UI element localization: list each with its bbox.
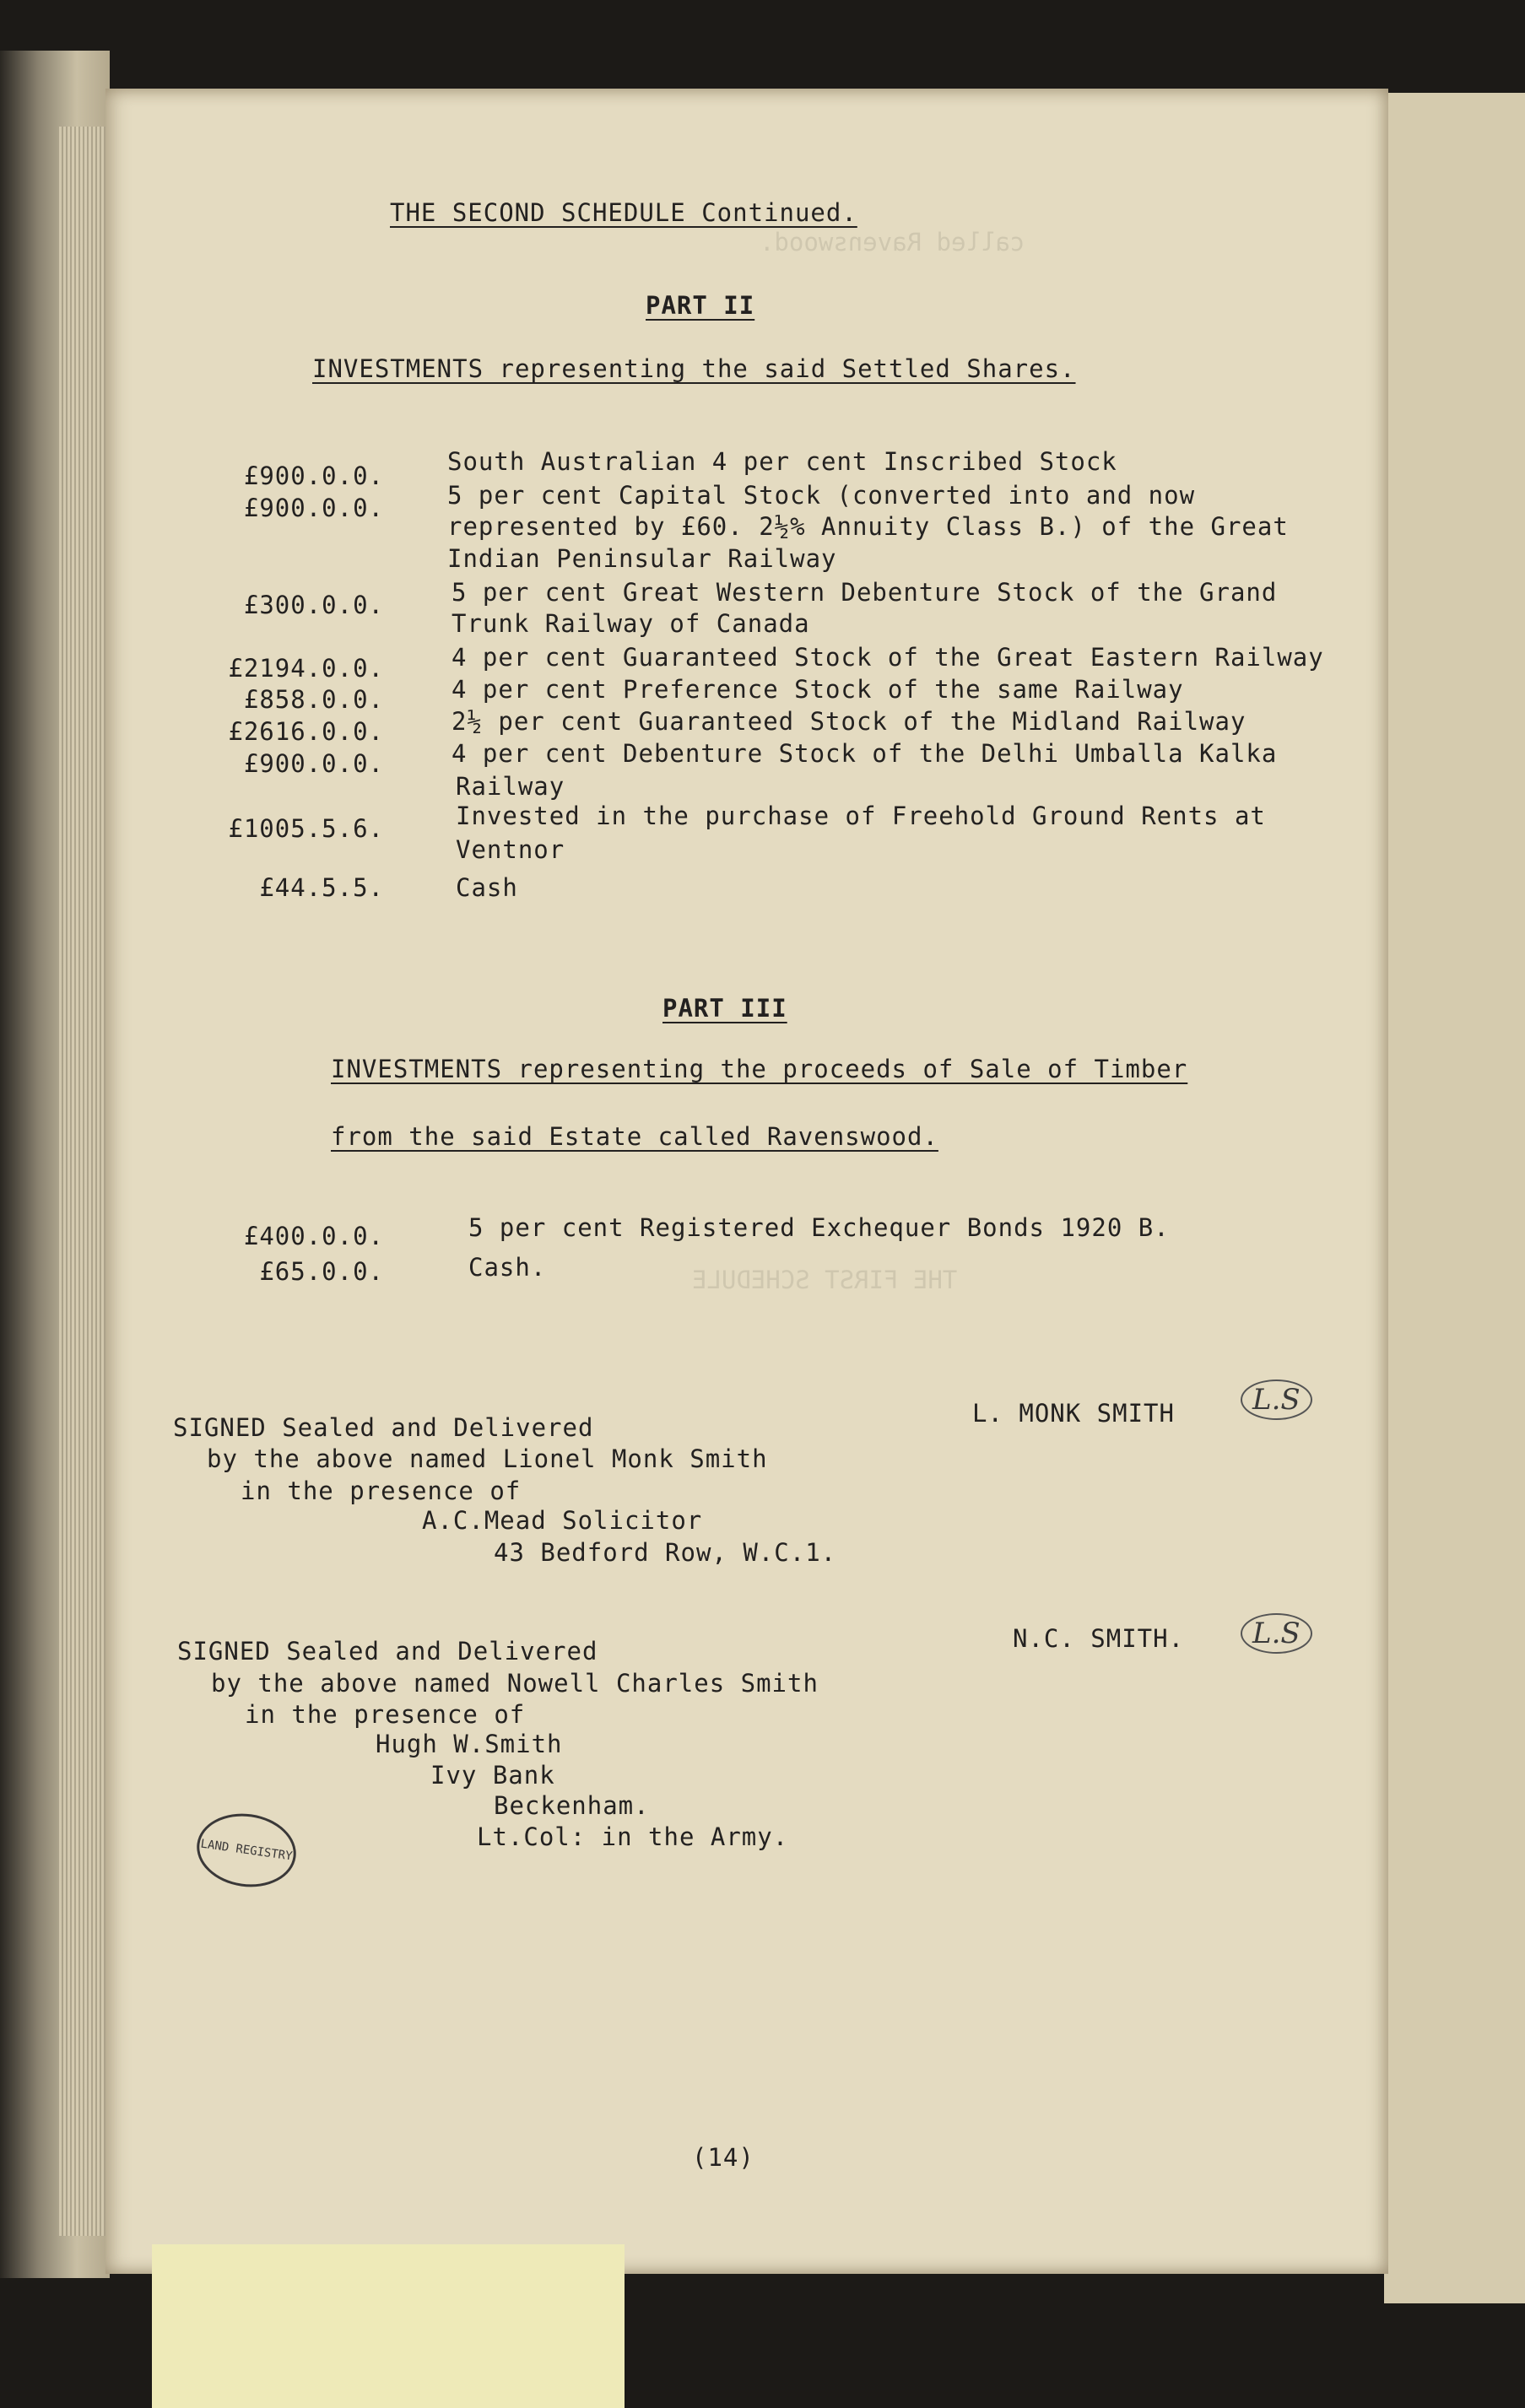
seal-initials: L.S [1241, 1379, 1312, 1420]
investment-description: 5 per cent Great Western Debenture Stock of the Grand [452, 578, 1278, 607]
investment-description: Cash [456, 873, 518, 902]
investment-description: 5 per cent Capital Stock (converted into and now [447, 481, 1196, 510]
part2-subtitle: INVESTMENTS representing the said Settled Shares. [312, 354, 1076, 383]
investment-amount: £65.0.0. [259, 1257, 384, 1286]
investment-description: Indian Peninsular Railway [447, 544, 837, 573]
facing-page [1384, 93, 1525, 2303]
paper-tab [152, 2244, 625, 2408]
witness-address: 43 Bedford Row, W.C.1. [494, 1538, 837, 1567]
investment-description: Cash. [468, 1253, 547, 1282]
investment-description: 4 per cent Guaranteed Stock of the Great Eastern Railway [452, 643, 1324, 672]
witness-name: Hugh W.Smith [376, 1730, 563, 1758]
witness-name: A.C.Mead Solicitor [422, 1506, 703, 1535]
investment-amount: £2616.0.0. [228, 717, 384, 746]
investment-amount: £900.0.0. [243, 494, 384, 522]
investment-amount: £858.0.0. [243, 685, 384, 714]
investment-amount: £44.5.5. [259, 873, 384, 902]
investment-description: Invested in the purchase of Freehold Ground Rents at [456, 802, 1266, 830]
attestation-line: by the above named Nowell Charles Smith [211, 1669, 819, 1698]
part3-subtitle-line2: from the said Estate called Ravenswood. [331, 1122, 938, 1151]
witness-occupation: Lt.Col: in the Army. [477, 1822, 789, 1851]
investment-description: 5 per cent Registered Exchequer Bonds 1920 B. [468, 1213, 1170, 1242]
schedule-heading: THE SECOND SCHEDULE Continued. [390, 198, 857, 227]
investment-description: 2½ per cent Guaranteed Stock of the Midland Railway [452, 707, 1246, 736]
investment-description: South Australian 4 per cent Inscribed Stock [447, 447, 1117, 476]
investment-amount: £2194.0.0. [228, 654, 384, 683]
registry-stamp: LAND REGISTRY [192, 1807, 301, 1893]
investment-description: Railway [456, 772, 565, 801]
investment-amount: £900.0.0. [243, 462, 384, 490]
part3-subtitle-line1: INVESTMENTS representing the proceeds of Sale of Timber [331, 1055, 1188, 1083]
investment-description: Trunk Railway of Canada [452, 609, 810, 638]
investment-description: 4 per cent Preference Stock of the same Railway [452, 675, 1184, 704]
attestation-line: SIGNED Sealed and Delivered [173, 1413, 594, 1442]
investment-description: Ventnor [456, 835, 565, 864]
investment-description: represented by £60. 2½% Annuity Class B.) of the Great [447, 512, 1289, 541]
document-page [105, 89, 1388, 2274]
attestation-line: SIGNED Sealed and Delivered [177, 1637, 598, 1666]
investment-description: 4 per cent Debenture Stock of the Delhi Umballa Kalka [452, 739, 1278, 768]
show-through-text: called Ravenswood. [760, 228, 1025, 256]
signatory-name: L. MONK SMITH [972, 1399, 1175, 1428]
witness-address: Ivy Bank [430, 1761, 555, 1790]
witness-address: Beckenham. [494, 1791, 650, 1820]
investment-amount: £900.0.0. [243, 749, 384, 778]
attestation-line: in the presence of [241, 1477, 522, 1505]
show-through-text: THE FIRST SCHEDULE [692, 1266, 958, 1294]
part3-title: PART III [662, 994, 787, 1023]
attestation-line: in the presence of [245, 1700, 526, 1729]
seal-initials: L.S [1241, 1613, 1312, 1654]
part2-title: PART II [646, 291, 755, 320]
signatory-name: N.C. SMITH. [1013, 1624, 1185, 1653]
investment-amount: £1005.5.6. [228, 814, 384, 843]
page-number: (14) [692, 2143, 754, 2172]
investment-amount: £400.0.0. [243, 1222, 384, 1250]
attestation-line: by the above named Lionel Monk Smith [207, 1444, 768, 1473]
investment-amount: £300.0.0. [243, 591, 384, 619]
